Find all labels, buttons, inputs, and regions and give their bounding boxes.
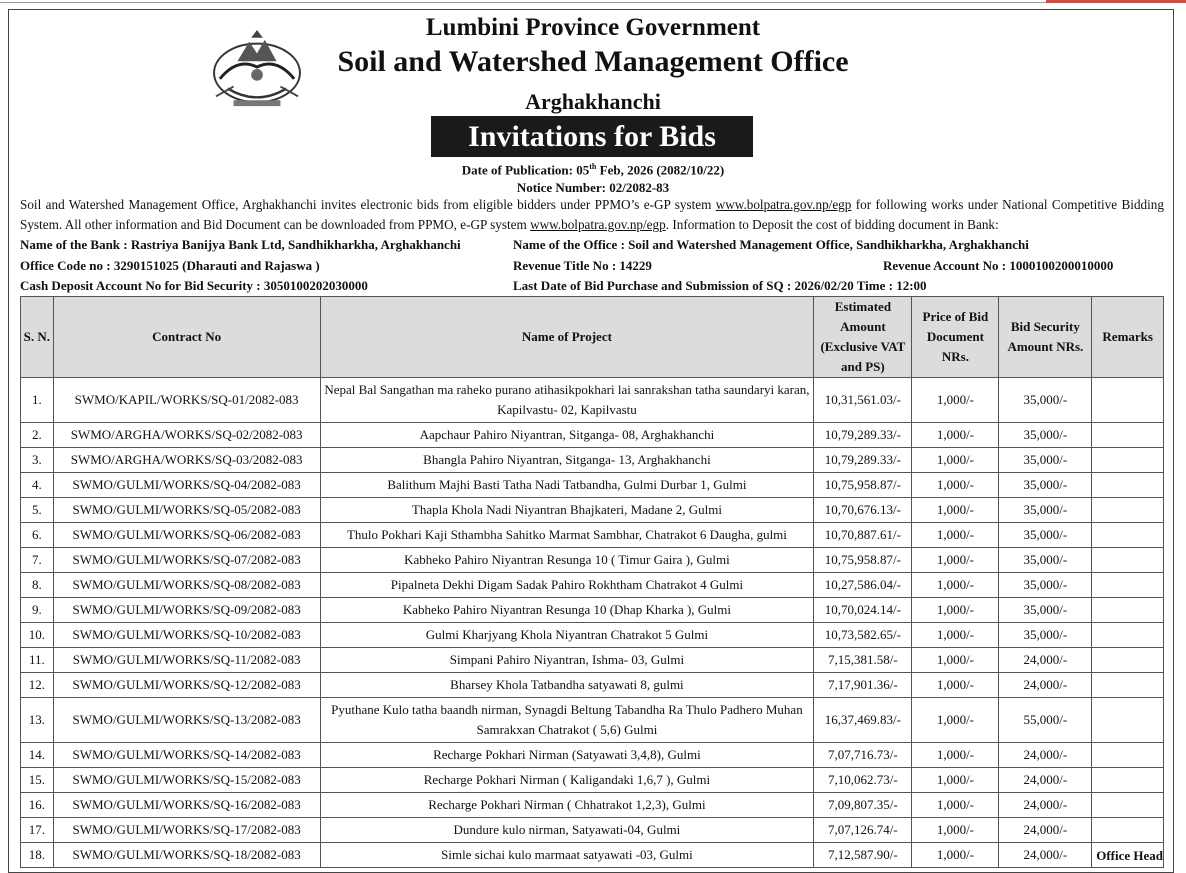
col-sn: S. N. (21, 297, 54, 378)
top-accent-bar (1046, 0, 1186, 3)
cell-remarks (1092, 648, 1164, 673)
intro-paragraph: Soil and Watershed Management Office, Arghakhanchi invites electronic bids from eligible bidders under PPMO’s e-GP system www.bolpatra.gov.np/egp for following works under National Competitive Bidding System. All other information and Bid Document can be downloaded from PPMO, e-GP system www.bolpatra.gov.np/egp. Information to Deposit the cost of bidding document in Bank: (20, 197, 1164, 232)
cell-amount: 10,27,586.04/- (814, 573, 912, 598)
cell-sn: 16. (21, 793, 54, 818)
cell-remarks (1092, 378, 1164, 423)
cell-price: 1,000/- (912, 548, 999, 573)
cell-sn: 1. (21, 378, 54, 423)
cell-security: 24,000/- (999, 818, 1092, 843)
cell-amount: 16,37,469.83/- (814, 698, 912, 743)
cell-price: 1,000/- (912, 768, 999, 793)
cell-sn: 17. (21, 818, 54, 843)
cell-price: 1,000/- (912, 378, 999, 423)
cell-project: Nepal Bal Sangathan ma raheko purano atihasikpokhari lai sanrakshan tatha saundaryi karan, Kapilvastu- 02, Kapilvastu (320, 378, 814, 423)
cell-price: 1,000/- (912, 793, 999, 818)
cell-security: 35,000/- (999, 423, 1092, 448)
table-row (21, 473, 1164, 498)
col-amount: Estimated Amount (Exclusive VAT and PS) (814, 297, 912, 378)
cell-price: 1,000/- (912, 498, 999, 523)
table-header-row (21, 297, 1164, 378)
cell-project: Kabheko Pahiro Niyantran Resunga 10 (Dhap Kharka ), Gulmi (320, 598, 814, 623)
cell-amount: 7,15,381.58/- (814, 648, 912, 673)
revenue-account: Revenue Account No : 1000100200010000 (883, 258, 1114, 273)
table-row (21, 448, 1164, 473)
cell-remarks (1092, 768, 1164, 793)
district-title: Arghakhanchi (525, 89, 661, 114)
table-row (21, 523, 1164, 548)
cell-price: 1,000/- (912, 473, 999, 498)
cell-contract: SWMO/GULMI/WORKS/SQ-04/2082-083 (53, 473, 320, 498)
cell-sn: 10. (21, 623, 54, 648)
cell-contract: SWMO/GULMI/WORKS/SQ-10/2082-083 (53, 623, 320, 648)
cell-price: 1,000/- (912, 448, 999, 473)
cell-amount: 10,79,289.33/- (814, 423, 912, 448)
cell-project: Pyuthane Kulo tatha baandh nirman, Synagdi Beltung Tabandha Ra Thulo Padhero Muhan Samrakxan Chatrakot ( 5,6) Gulmi (320, 698, 814, 743)
cell-security: 35,000/- (999, 598, 1092, 623)
col-remarks: Remarks (1092, 297, 1164, 378)
cell-security: 24,000/- (999, 743, 1092, 768)
revenue-title: Revenue Title No : 14229 (513, 258, 652, 273)
cell-price: 1,000/- (912, 818, 999, 843)
government-title: Lumbini Province Government (425, 14, 761, 41)
table-row (21, 498, 1164, 523)
table-row (21, 378, 1164, 423)
cell-remarks (1092, 793, 1164, 818)
cell-remarks (1092, 498, 1164, 523)
cell-amount: 10,31,561.03/- (814, 378, 912, 423)
cell-remarks (1092, 573, 1164, 598)
cell-security: 35,000/- (999, 473, 1092, 498)
cell-remarks (1092, 448, 1164, 473)
cell-remarks (1092, 598, 1164, 623)
col-project: Name of Project (320, 297, 814, 378)
cell-sn: 14. (21, 743, 54, 768)
cell-amount: 10,73,582.65/- (814, 623, 912, 648)
cell-sn: 13. (21, 698, 54, 743)
cell-project: Balithum Majhi Basti Tatha Nadi Tatbandha, Gulmi Durbar 1, Gulmi (320, 473, 814, 498)
office-name: Name of the Office : Soil and Watershed Management Office, Sandhikharkha, Arghakhanchi (513, 237, 1029, 252)
bids-table (20, 296, 1164, 868)
cell-remarks (1092, 523, 1164, 548)
cell-sn: 15. (21, 768, 54, 793)
table-row (21, 768, 1164, 793)
col-security: Bid Security Amount NRs. (999, 297, 1092, 378)
cell-remarks (1092, 818, 1164, 843)
cell-amount: 10,70,024.14/- (814, 598, 912, 623)
cell-amount: 10,79,289.33/- (814, 448, 912, 473)
cell-price: 1,000/- (912, 743, 999, 768)
cell-project: Simpani Pahiro Niyantran, Ishma- 03, Gulmi (320, 648, 814, 673)
cell-contract: SWMO/GULMI/WORKS/SQ-05/2082-083 (53, 498, 320, 523)
cell-contract: SWMO/GULMI/WORKS/SQ-07/2082-083 (53, 548, 320, 573)
cell-project: Simle sichai kulo marmaat satyawati -03, Gulmi (320, 843, 814, 868)
cell-amount: 7,12,587.90/- (814, 843, 912, 868)
cell-price: 1,000/- (912, 843, 999, 868)
cell-security: 24,000/- (999, 843, 1092, 868)
col-price: Price of Bid Document NRs. (912, 297, 999, 378)
cell-amount: 7,07,126.74/- (814, 818, 912, 843)
cell-price: 1,000/- (912, 598, 999, 623)
cell-sn: 5. (21, 498, 54, 523)
cell-sn: 8. (21, 573, 54, 598)
table-row (21, 423, 1164, 448)
cell-sn: 18. (21, 843, 54, 868)
cell-contract: SWMO/KAPIL/WORKS/SQ-01/2082-083 (53, 378, 320, 423)
cell-price: 1,000/- (912, 523, 999, 548)
table-row (21, 623, 1164, 648)
cell-project: Thapla Khola Nadi Niyantran Bhajkateri, Madane 2, Gulmi (320, 498, 814, 523)
cell-amount: 10,70,887.61/- (814, 523, 912, 548)
cash-deposit-account: Cash Deposit Account No for Bid Security : 3050100202030000 (20, 278, 368, 293)
notice-number: Notice Number: 02/2082-83 (516, 180, 670, 195)
cell-sn: 6. (21, 523, 54, 548)
cell-amount: 7,07,716.73/- (814, 743, 912, 768)
cell-security: 35,000/- (999, 498, 1092, 523)
cell-project: Dundure kulo nirman, Satyawati-04, Gulmi (320, 818, 814, 843)
cell-sn: 3. (21, 448, 54, 473)
cell-remarks (1092, 473, 1164, 498)
top-rule (0, 2, 1186, 3)
cell-project: Bhangla Pahiro Niyantran, Sitganga- 13, Arghakhanchi (320, 448, 814, 473)
cell-contract: SWMO/GULMI/WORKS/SQ-12/2082-083 (53, 673, 320, 698)
cell-sn: 7. (21, 548, 54, 573)
bank-name: Name of the Bank : Rastriya Banijya Bank Ltd, Sandhikharkha, Arghakhanchi (20, 237, 461, 252)
office-code: Office Code no : 3290151025 (Dharauti and Rajaswa ) (20, 258, 320, 273)
cell-amount: 10,70,676.13/- (814, 498, 912, 523)
cell-security: 35,000/- (999, 548, 1092, 573)
cell-price: 1,000/- (912, 673, 999, 698)
cell-sn: 9. (21, 598, 54, 623)
cell-amount: 7,10,062.73/- (814, 768, 912, 793)
office-head-signature: Office Head (1096, 848, 1163, 863)
cell-project: Recharge Pokhari Nirman ( Chhatrakot 1,2,3), Gulmi (320, 793, 814, 818)
cell-security: 55,000/- (999, 698, 1092, 743)
cell-security: 35,000/- (999, 623, 1092, 648)
table-row (21, 698, 1164, 743)
table-row (21, 598, 1164, 623)
table-row (21, 548, 1164, 573)
egp-link[interactable]: www.bolpatra.gov.np/egp (715, 197, 852, 212)
cell-project: Kabheko Pahiro Niyantran Resunga 10 ( Timur Gaira ), Gulmi (320, 548, 814, 573)
cell-security: 35,000/- (999, 448, 1092, 473)
last-date: Last Date of Bid Purchase and Submission of SQ : 2026/02/20 Time : 12:00 (513, 278, 927, 293)
cell-security: 35,000/- (999, 573, 1092, 598)
cell-price: 1,000/- (912, 423, 999, 448)
cell-project: Bharsey Khola Tatbandha satyawati 8, gulmi (320, 673, 814, 698)
cell-remarks (1092, 743, 1164, 768)
cell-security: 24,000/- (999, 793, 1092, 818)
table-row (21, 793, 1164, 818)
cell-sn: 4. (21, 473, 54, 498)
table-row (21, 673, 1164, 698)
cell-project: Recharge Pokhari Nirman (Satyawati 3,4,8), Gulmi (320, 743, 814, 768)
cell-contract: SWMO/GULMI/WORKS/SQ-09/2082-083 (53, 598, 320, 623)
cell-remarks (1092, 623, 1164, 648)
cell-contract: SWMO/ARGHA/WORKS/SQ-03/2082-083 (53, 448, 320, 473)
col-contract: Contract No (53, 297, 320, 378)
cell-contract: SWMO/GULMI/WORKS/SQ-14/2082-083 (53, 743, 320, 768)
cell-amount: 10,75,958.87/- (814, 473, 912, 498)
cell-amount: 7,09,807.35/- (814, 793, 912, 818)
table-row (21, 648, 1164, 673)
cell-remarks (1092, 548, 1164, 573)
cell-amount: 7,17,901.36/- (814, 673, 912, 698)
cell-contract: SWMO/GULMI/WORKS/SQ-16/2082-083 (53, 793, 320, 818)
cell-sn: 11. (21, 648, 54, 673)
invitation-banner: Invitations for Bids (431, 116, 753, 157)
cell-remarks (1092, 698, 1164, 743)
cell-price: 1,000/- (912, 698, 999, 743)
cell-security: 24,000/- (999, 673, 1092, 698)
cell-amount: 10,75,958.87/- (814, 548, 912, 573)
table-row (21, 573, 1164, 598)
cell-project: Thulo Pokhari Kaji Sthambha Sahitko Marmat Sambhar, Chatrakot 6 Daugha, gulmi (320, 523, 814, 548)
cell-security: 24,000/- (999, 648, 1092, 673)
cell-contract: SWMO/GULMI/WORKS/SQ-13/2082-083 (53, 698, 320, 743)
table-row (21, 843, 1164, 868)
cell-project: Gulmi Kharjyang Khola Niyantran Chatrakot 5 Gulmi (320, 623, 814, 648)
cell-security: 24,000/- (999, 768, 1092, 793)
table-row (21, 743, 1164, 768)
cell-contract: SWMO/GULMI/WORKS/SQ-06/2082-083 (53, 523, 320, 548)
cell-sn: 12. (21, 673, 54, 698)
cell-project: Aapchaur Pahiro Niyantran, Sitganga- 08, Arghakhanchi (320, 423, 814, 448)
cell-price: 1,000/- (912, 573, 999, 598)
egp-link-2[interactable]: www.bolpatra.gov.np/egp (530, 216, 666, 232)
cell-security: 35,000/- (999, 378, 1092, 423)
cell-remarks (1092, 423, 1164, 448)
cell-contract: SWMO/GULMI/WORKS/SQ-11/2082-083 (53, 648, 320, 673)
cell-contract: SWMO/GULMI/WORKS/SQ-15/2082-083 (53, 768, 320, 793)
office-title: Soil and Watershed Management Office (337, 45, 849, 78)
cell-price: 1,000/- (912, 648, 999, 673)
cell-project: Pipalneta Dekhi Digam Sadak Pahiro Rokhtham Chatrakot 4 Gulmi (320, 573, 814, 598)
cell-price: 1,000/- (912, 623, 999, 648)
cell-contract: SWMO/ARGHA/WORKS/SQ-02/2082-083 (53, 423, 320, 448)
cell-contract: SWMO/GULMI/WORKS/SQ-18/2082-083 (53, 843, 320, 868)
cell-remarks (1092, 673, 1164, 698)
cell-sn: 2. (21, 423, 54, 448)
publication-date: Date of Publication: 05th Feb, 2026 (2082/10/22) (461, 162, 725, 178)
cell-contract: SWMO/GULMI/WORKS/SQ-17/2082-083 (53, 818, 320, 843)
cell-project: Recharge Pokhari Nirman ( Kaligandaki 1,6,7 ), Gulmi (320, 768, 814, 793)
table-row (21, 818, 1164, 843)
cell-contract: SWMO/GULMI/WORKS/SQ-08/2082-083 (53, 573, 320, 598)
cell-security: 35,000/- (999, 523, 1092, 548)
